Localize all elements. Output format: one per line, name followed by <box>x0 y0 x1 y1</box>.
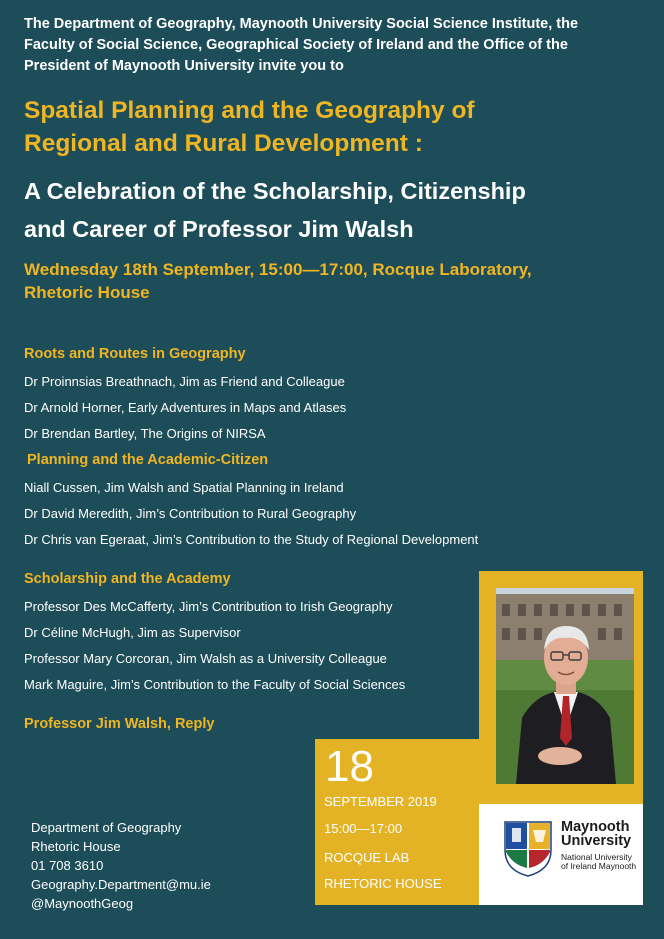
date-day: 18 <box>325 742 374 791</box>
event-subtitle <box>24 172 654 248</box>
intro-line: President of Maynooth University invite you to <box>24 58 344 74</box>
talk-item: Dr Proinnsias Breathnach, Jim as Friend and Colleague <box>24 374 345 389</box>
reply-heading: Professor Jim Walsh, Reply <box>24 716 215 732</box>
talk-item: Dr Céline McHugh, Jim as Supervisor <box>24 625 241 640</box>
university-crest-icon <box>503 820 553 878</box>
talk-item: Mark Maguire, Jim’s Contribution to the Faculty of Social Sciences <box>24 677 406 692</box>
intro-text <box>24 14 644 77</box>
event-title-line: Regional and Rural Development : <box>24 130 423 157</box>
contact-dept: Department of Geography <box>31 820 182 835</box>
talk-item: Dr Brendan Bartley, The Origins of NIRSA <box>24 426 266 441</box>
contact-block <box>31 818 211 913</box>
logo-text-nuim: of Ireland Maynooth <box>561 861 637 871</box>
date-time: 15:00—17:00 <box>324 821 403 836</box>
contact-building: Rhetoric House <box>31 839 121 854</box>
talk-item: Dr Chris van Egeraat, Jim’s Contribution to the Study of Regional Development <box>24 532 479 547</box>
section-heading-planning: Planning and the Academic-Citizen <box>27 452 269 468</box>
event-subtitle-line: A Celebration of the Scholarship, Citizenship <box>24 178 526 204</box>
section-heading-scholarship: Scholarship and the Academy <box>24 571 231 587</box>
date-building: RHETORIC HOUSE <box>324 876 442 891</box>
intro-line: The Department of Geography, Maynooth University Social Science Institute, the <box>24 16 579 32</box>
event-title-line: Spatial Planning and the Geography of <box>24 97 475 124</box>
intro-line: Faculty of Social Science, Geographical Society of Ireland and the Office of the <box>24 37 568 53</box>
date-month-year: SEPTEMBER 2019 <box>324 794 437 809</box>
contact-phone[interactable]: 01 708 3610 <box>31 858 104 873</box>
talk-item: Niall Cussen, Jim Walsh and Spatial Planning in Ireland <box>24 480 344 495</box>
talk-item: Dr David Meredith, Jim’s Contribution to Rural Geography <box>24 506 357 521</box>
event-title <box>24 94 644 160</box>
date-location-line: Wednesday 18th September, 15:00—17:00, Rocque Laboratory, <box>24 260 532 279</box>
portrait-photo <box>496 588 634 784</box>
date-location-line: Rhetoric House <box>24 283 150 302</box>
date-venue: ROCQUE LAB <box>324 850 410 865</box>
logo-text-maynooth: Maynooth <box>561 819 630 835</box>
talk-item: Professor Mary Corcoran, Jim Walsh as a University Colleague <box>24 651 387 666</box>
logo-text-national: National University <box>561 852 632 862</box>
contact-twitter[interactable]: @MaynoothGeog <box>31 896 134 911</box>
logo-text-university: University <box>561 833 632 849</box>
contact-email[interactable]: Geography.Department@mu.ie <box>31 877 211 892</box>
event-subtitle-line: and Career of Professor Jim Walsh <box>24 216 414 242</box>
section-heading-roots: Roots and Routes in Geography <box>24 346 246 362</box>
talk-item: Professor Des McCafferty, Jim’s Contribution to Irish Geography <box>24 599 393 614</box>
talk-item: Dr Arnold Horner, Early Adventures in Maps and Atlases <box>24 400 347 415</box>
event-date-location <box>24 258 654 304</box>
